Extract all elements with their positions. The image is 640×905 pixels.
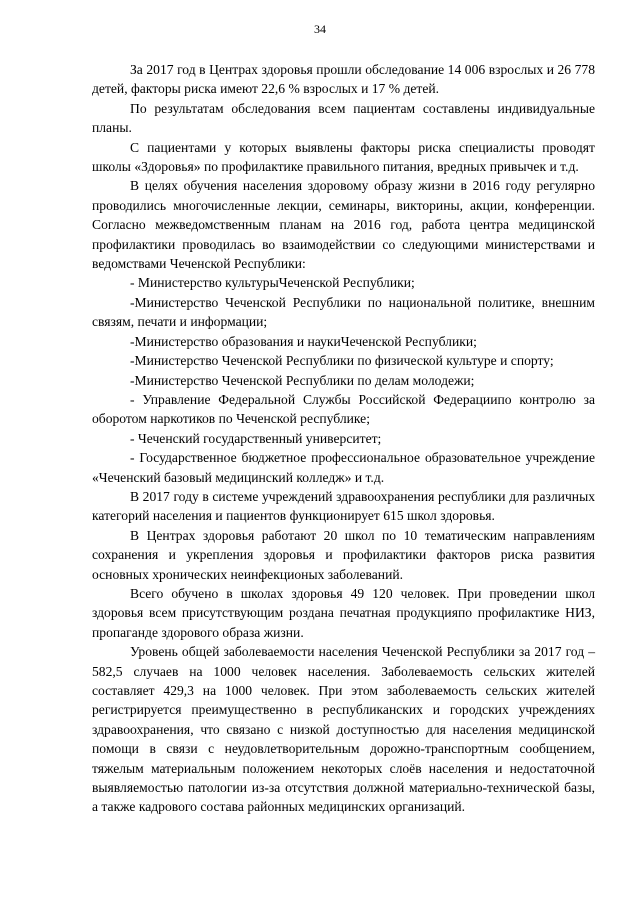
paragraph-trained-people: Всего обучено в школах здоровья 49 120 человек. При проведении школ здоровья всем присутствующим роздана печатная продукцияпо профилактике НИЗ, пропаганде здорового образа жизни. xyxy=(92,585,595,640)
document-body xyxy=(92,60,595,817)
paragraph-morbidity-level: Уровень общей заболеваемости населения Чеченской Республики за 2017 год – 582,5 случаев на 1000 человек населения. Заболеваемость сельских жителей составляет 429,3 на 1000 человек. При этом заболеваемость сельских жителей регистрируется преимущественно в республиканских и городских учреждениях здравоохранения, что связано с низкой доступностью для населения медицинской помощи в связи с неудовлетворительным дорожно-транспортным сообщением, тяжелым материальным положением некоторых слоёв населения и недостаточной выявляемостью патологии из-за отсутствия должной материально-технической базы, а также кадрового состава районных медицинских организаций. xyxy=(92,644,595,815)
list-item-drug-control-service: - Управление Федеральной Службы Российской Федерациипо контролю за оборотом наркотиков по Чеченской республике; xyxy=(92,391,595,427)
list-item-ministry-youth: -Министерство Чеченской Республики по делам молодежи; xyxy=(130,372,475,388)
list-item-ministry-sport: -Министерство Чеченской Республики по физической культуре и спорту; xyxy=(130,353,554,369)
paragraph-health-schools-count: В 2017 году в системе учреждений здравоохранения республики для различных категорий населения и пациентов функционирует 615 школ здоровья. xyxy=(92,488,595,524)
list-item-ministry-education: -Министерство образования и наукиЧеченской Республики; xyxy=(130,333,477,349)
paragraph-thematic-schools: В Центрах здоровья работают 20 школ по 10 тематическим направлениям сохранения и укрепления здоровья и профилактики факторов риска развития основных хронических неинфекционых заболеваний. xyxy=(92,527,595,582)
list-item-ministry-national-policy: -Министерство Чеченской Республики по национальной политике, внешним связям, печати и информации; xyxy=(92,294,595,330)
list-item-medical-college: - Государственное бюджетное профессиональное образовательное учреждение «Чеченский базовый медицинский колледж» и т.д. xyxy=(92,450,595,485)
list-item-state-university: - Чеченский государственный университет; xyxy=(130,430,382,446)
list-item-ministry-culture: - Министерство культурыЧеченской Республики; xyxy=(130,275,415,291)
paragraph-healthy-lifestyle-education: В целях обучения населения здоровому образу жизни в 2016 году регулярно проводились многочисленные лекции, семинары, викторины, акции, конференции. Согласно межведомственным планам на 2016 год, работа центра медицинской профилактики проводилась во взаимодействии со следующими министерствами и ведомствами Чеченской Республики: xyxy=(92,178,595,272)
page-number: 34 xyxy=(314,22,326,36)
paragraph-health-centers-survey: За 2017 год в Центрах здоровья прошли обследование 14 006 взрослых и 26 778 детей, факторы риска имеют 22,6 % взрослых и 17 % детей. xyxy=(92,62,595,97)
paragraph-risk-factor-schools: С пациентами у которых выявлены факторы риска специалисты проводят школы «Здоровья» по профилактике правильного питания, вредных привычек и т.д. xyxy=(92,139,595,175)
paragraph-individual-plans: По результатам обследования всем пациентам составлены индивидуальные планы. xyxy=(92,100,595,136)
